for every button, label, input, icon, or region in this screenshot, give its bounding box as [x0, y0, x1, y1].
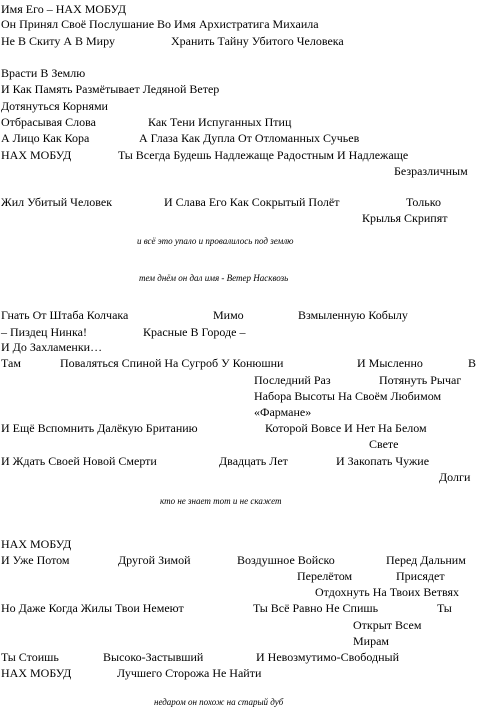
poem-line: И Ещё Вспомнить Далёкую Британию [1, 421, 198, 435]
poem-line: Открыт Всем [353, 618, 422, 632]
poem-line: Перелётом [297, 569, 353, 583]
poem-line: И Как Память Размётывает Ледяной Ветер [1, 82, 220, 96]
poem-line: Но Даже Когда Жилы Твои Немеют [1, 601, 184, 615]
poem-line: Ты Всё Равно Не Спишь [253, 601, 379, 615]
poem-line: «Фармане» [254, 405, 312, 419]
poem-line: Присядет [396, 569, 445, 583]
poem-line: Ты Всегда Будешь Надлежаще Радостным И Надлежаще [118, 148, 409, 162]
poem-line: Перед Дальним [386, 553, 466, 567]
poem-line: – Пиздец Нинка! [1, 325, 87, 339]
poem-line: И Ждать Своей Новой Смерти [1, 454, 157, 468]
poem-line: Хранить Тайну Убитого Человека [171, 34, 344, 48]
poem-line: Там [1, 356, 21, 370]
poem-line: НАХ МОБУД [1, 148, 72, 162]
poem-line: Воздушное Войско [237, 553, 335, 567]
poem-line: И Невозмутимо-Свободный [256, 650, 400, 664]
poem-line: Набора Высоты На Своём Любимом [254, 389, 442, 403]
poem-line: Высоко-Застывший [103, 650, 204, 664]
poem-note: тем днём он дал имя - Ветер Насквозь [139, 273, 289, 283]
poem-line: Мирам [353, 634, 390, 648]
poem-line: Имя Его – НАХ МОБУД [1, 2, 127, 16]
poem-line: Долги [439, 470, 471, 484]
poem-line: И До Захламенки… [1, 340, 103, 354]
poem-line: Жил Убитый Человек [1, 195, 113, 209]
poem-line: Безразличным [394, 164, 468, 178]
poem-note: недаром он похож на старый дуб [154, 697, 284, 707]
poem-line: Последний Раз [254, 373, 331, 387]
poem-note: кто не знает тот и не скажет [160, 496, 282, 506]
poem-line: Гнать От Штаба Колчака [1, 308, 129, 322]
poem-line: Лучшего Сторожа Не Найти [117, 666, 262, 680]
poem-line: Отдохнуть На Твоих Ветвях [315, 585, 460, 599]
poem-line: Которой Вовсе И Нет На Белом [265, 421, 427, 435]
poem-line: И Уже Потом [1, 553, 70, 567]
poem-line: Только [406, 195, 441, 209]
poem-line: Поваляться Спиной На Сугроб У Конюшни [60, 356, 284, 370]
poem-line: И Мысленно [357, 356, 423, 370]
poem-line: Ты [437, 601, 452, 615]
poem-line: Как Тени Испуганных Птиц [148, 115, 292, 129]
poem-line: Потянуть Рычаг [379, 373, 462, 387]
poem-line: Мимо [213, 308, 244, 322]
poem-line: Другой Зимой [118, 553, 191, 567]
poem-line: Ты Стоишь [1, 650, 59, 664]
poem-line: И Слава Его Как Сокрытый Полёт [164, 195, 340, 209]
poem-line: Отбрасывая Слова [1, 115, 96, 129]
poem-line: Дотянуться Корнями [1, 99, 108, 113]
poem-line: НАХ МОБУД [1, 666, 72, 680]
poem-line: Врасти В Землю [1, 66, 86, 80]
poem-line: Крылья Скрипят [362, 211, 448, 225]
poem-line: А Глаза Как Дупла От Отломанных Сучьев [139, 131, 360, 145]
poem-line: Красные В Городе – [143, 325, 246, 339]
poem-line: НАХ МОБУД [1, 537, 72, 551]
poem-line: В [468, 356, 477, 370]
poem-line: И Закопать Чужие [336, 454, 430, 468]
poem-line: Он Принял Своё Послушание Во Имя Архистратига Михаила [1, 17, 319, 31]
poem-line: Свете [369, 437, 399, 451]
poem-line: Двадцать Лет [219, 454, 288, 468]
poem-line: А Лицо Как Кора [1, 131, 90, 145]
poem-line: Не В Скиту А В Миру [1, 34, 115, 48]
poem-note: и всё это упало и провалилось под землю [137, 236, 294, 246]
poem-line: Взмыленную Кобылу [298, 308, 408, 322]
